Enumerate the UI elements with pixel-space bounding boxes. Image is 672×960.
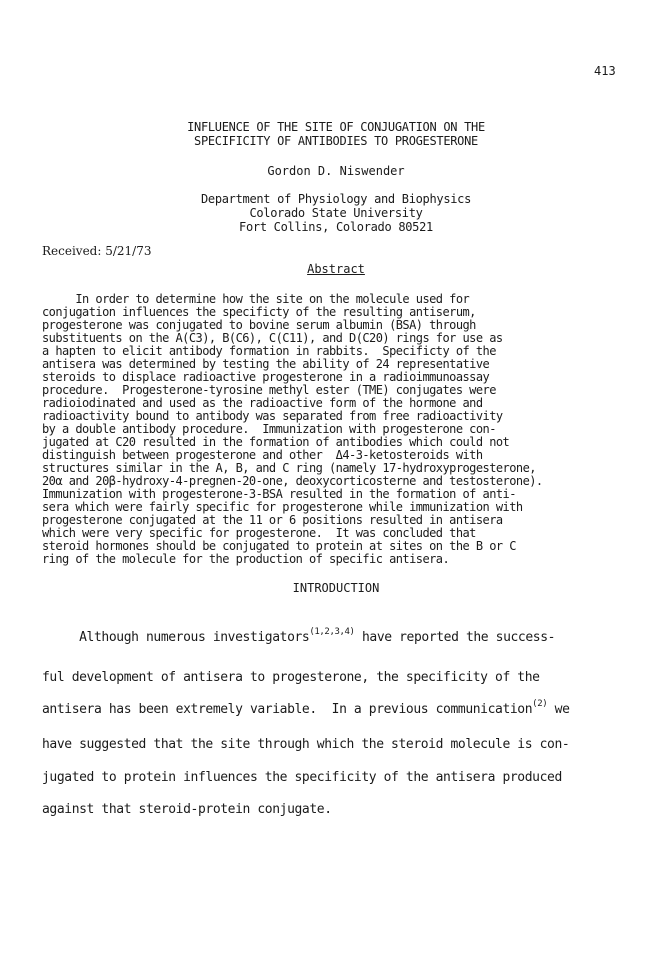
abstract-line: distinguish between progesterone and other Δ4-3-ketosteroids with	[42, 448, 483, 462]
intro-line-3	[42, 699, 570, 717]
abstract-line: 20α and 20β-hydroxy-4-pregnen-20-one, deoxycorticosterne and testosterone).	[42, 474, 543, 488]
abstract-line: antisera was determined by testing the ability of 24 representative	[42, 357, 490, 371]
intro-line-2: ful development of antisera to progesterone, the specificity of the	[42, 670, 540, 685]
intro-text: we	[547, 702, 570, 717]
abstract-line: procedure. Progesterone-tyrosine methyl ester (TME) conjugates were	[42, 383, 496, 397]
abstract-line: Immunization with progesterone-3-BSA resulted in the formation of anti-	[42, 487, 516, 501]
page-number: 413	[594, 64, 616, 78]
abstract-line: conjugation influences the specificty of the resulting antiserum,	[42, 305, 476, 319]
paper-title-line-2: SPECIFICITY OF ANTIBODIES TO PROGESTERONE	[194, 134, 478, 148]
abstract-heading: Abstract	[307, 262, 365, 276]
abstract-line: a hapten to elicit antibody formation in rabbits. Specificty of the	[42, 344, 496, 358]
abstract-line: progesterone conjugated at the 11 or 6 positions resulted in antisera	[42, 513, 503, 527]
affiliation-location: Fort Collins, Colorado 80521	[239, 220, 433, 234]
abstract-line: structures similar in the A, B, and C ring (namely 17-hydroxyprogesterone,	[42, 461, 536, 475]
affiliation-department: Department of Physiology and Biophysics	[200, 192, 472, 206]
abstract-line: substituents on the A(C3), B(C6), C(C11), and D(C20) rings for use as	[42, 331, 503, 345]
introduction-heading: INTRODUCTION	[292, 581, 380, 595]
author-name: Gordon D. Niswender	[267, 164, 405, 178]
abstract-line: jugated at C20 resulted in the formation of antibodies which could not	[42, 435, 510, 449]
abstract-line: sera which were fairly specific for progesterone while immunization with	[42, 500, 523, 514]
abstract-line: which were very specific for progesterone. It was concluded that	[42, 526, 476, 540]
intro-text: Although numerous investigators	[42, 630, 310, 645]
abstract-line: In order to determine how the site on the molecule used for	[42, 292, 470, 306]
abstract-line: steroid hormones should be conjugated to protein at sites on the B or C	[42, 539, 516, 553]
citation-reference: (1,2,3,4)	[309, 627, 355, 637]
abstract-line: progesterone was conjugated to bovine serum albumin (BSA) through	[42, 318, 476, 332]
intro-line-1	[42, 627, 556, 645]
affiliation-university: Colorado State University	[249, 206, 423, 220]
citation-reference: (2)	[532, 699, 548, 709]
abstract-line: ring of the molecule for the production of specific antisera.	[42, 552, 450, 566]
received-date: Received: 5/21/73	[42, 244, 152, 258]
intro-line-4: have suggested that the site through which the steroid molecule is con-	[42, 737, 570, 752]
abstract-line: steroids to displace radioactive progesterone in a radioimmunoassay	[42, 370, 490, 384]
abstract-line: by a double antibody procedure. Immunization with progesterone con-	[42, 422, 496, 436]
paper-title-line-1: INFLUENCE OF THE SITE OF CONJUGATION ON THE	[187, 120, 485, 134]
abstract-line: radioiodinated and used as the radioactive form of the hormone and	[42, 396, 483, 410]
abstract-line: radioactivity bound to antibody was separated from free radioactivity	[42, 409, 503, 423]
intro-line-5: jugated to protein influences the specificity of the antisera produced	[42, 770, 562, 785]
intro-text: antisera has been extremely variable. In a previous communication	[42, 702, 533, 717]
intro-text: have reported the success-	[354, 630, 556, 645]
intro-line-6: against that steroid-protein conjugate.	[42, 802, 332, 817]
